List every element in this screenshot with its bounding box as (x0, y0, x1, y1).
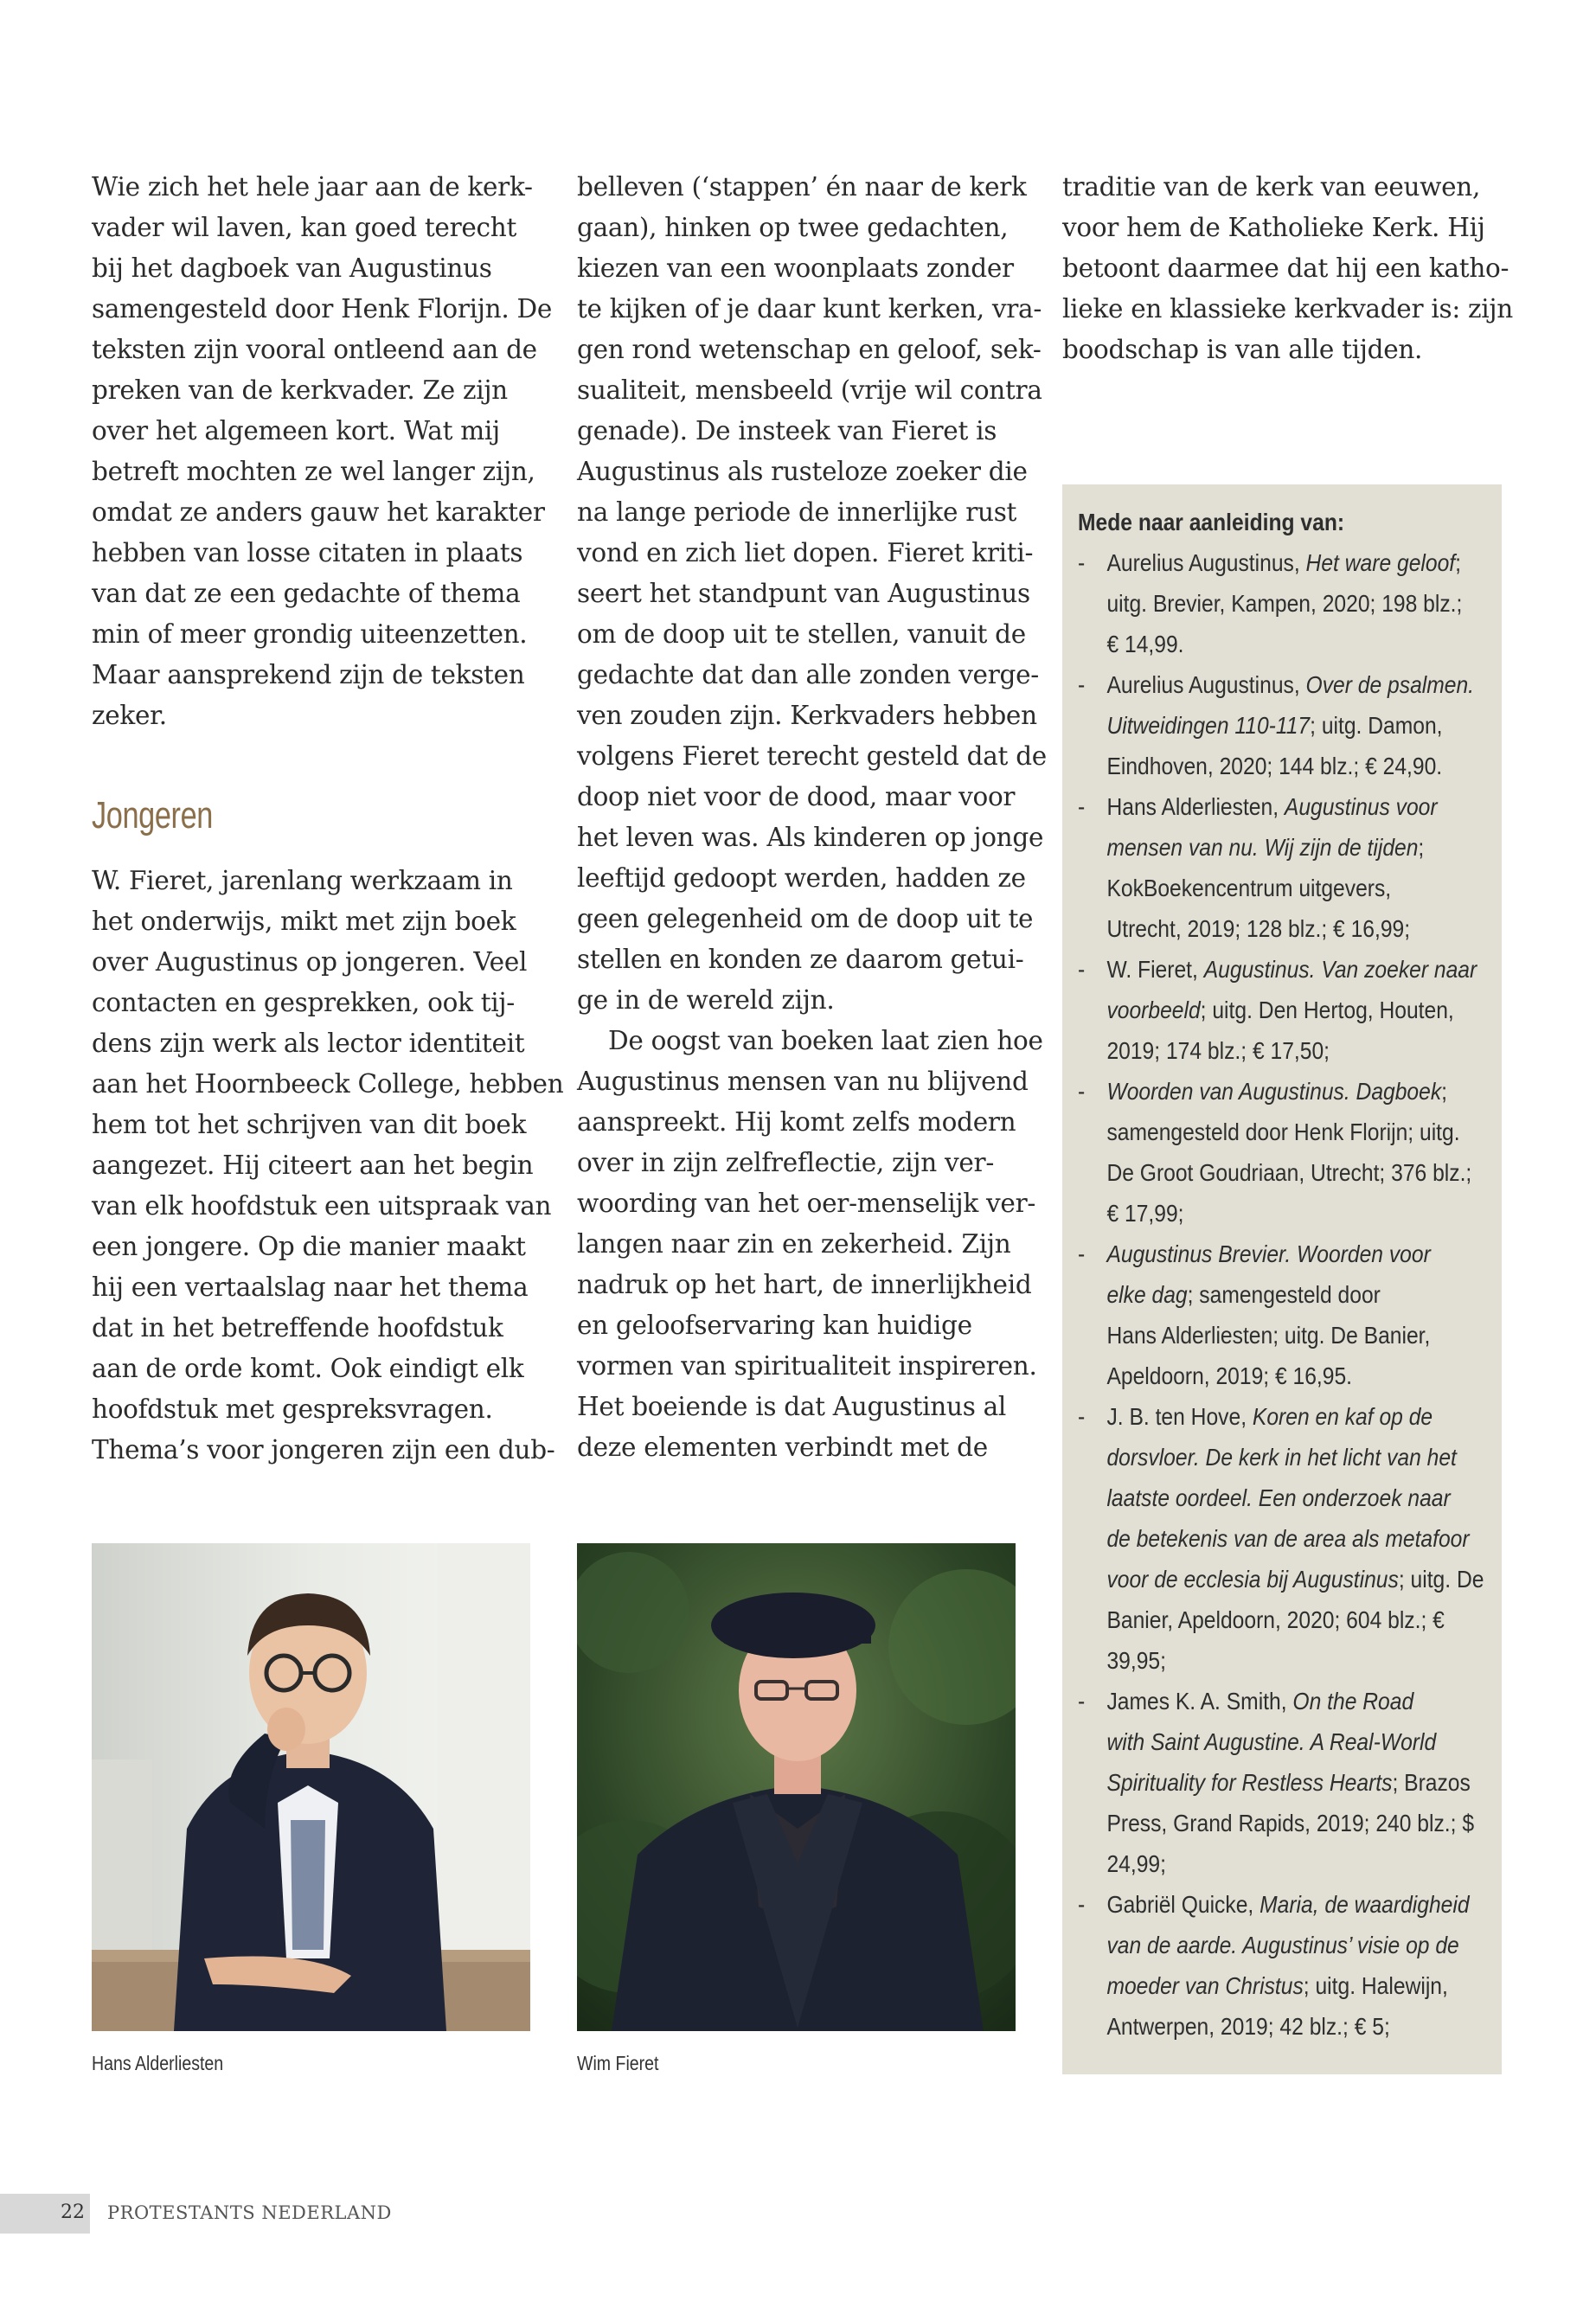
list-dash: - (1078, 549, 1086, 576)
book-title-text: van de aarde. Augustinus’ visie op de (1106, 1932, 1459, 1958)
reference-line (1106, 1803, 1489, 1843)
reference-line (1106, 1599, 1489, 1640)
reference-text: J. B. ten Hove, (1106, 1403, 1253, 1430)
reference-line (1106, 1152, 1489, 1193)
text-line: Thema’s voor jongeren zijn een dub- (92, 1435, 555, 1465)
text-line: Wie zich het hele jaar aan de kerk- (92, 172, 533, 202)
book-reference (1078, 1071, 1489, 1234)
text-line: betoont daarmee dat hij een katho- (1062, 253, 1509, 283)
text-line: preken van de kerkvader. Ze zijn (92, 375, 508, 405)
photo-caption-1: Hans Alderliesten (92, 2052, 224, 2074)
reference-line (1106, 1112, 1489, 1152)
text-line: samengesteld door Henk Florijn. De (92, 294, 552, 324)
reference-line (1106, 1721, 1489, 1762)
reference-text: ; (1455, 549, 1461, 576)
reference-text: Press, Grand Rapids, 2019; 240 blz.; $ (1106, 1810, 1475, 1836)
text-line: hebben van losse citaten in plaats (92, 538, 523, 567)
reference-text: ; Brazos (1392, 1769, 1471, 1796)
text-line: dat in het betreffende hoofdstuk (92, 1313, 503, 1343)
book-title-text: Woorden van Augustinus. Dagboek (1106, 1078, 1442, 1105)
list-dash: - (1078, 956, 1086, 983)
text-line: om de doop uit te stellen, vanuit de (577, 619, 1026, 649)
text-line: een jongere. Op die manier maakt (92, 1232, 526, 1261)
book-reference (1078, 949, 1489, 1071)
reference-line (1106, 1518, 1489, 1559)
text-line: teksten zijn vooral ontleend aan de (92, 335, 537, 364)
book-reference (1078, 1396, 1489, 1681)
text-line: betreft mochten ze wel langer zijn, (92, 457, 535, 486)
reference-text: samengesteld door Henk Florijn; uitg. (1106, 1118, 1460, 1145)
reference-line (1106, 1234, 1489, 1274)
reference-text: Hans Alderliesten, (1106, 793, 1285, 820)
reference-line (1106, 705, 1489, 746)
reference-text: Aurelius Augustinus, (1106, 549, 1306, 576)
text-line: contacten en gesprekken, ook tij- (92, 988, 515, 1017)
reference-line (1106, 1762, 1489, 1803)
photo-wim-fieret (577, 1543, 1016, 2031)
book-title-text: laatste oordeel. Een onderzoek naar (1106, 1484, 1451, 1511)
book-reference (1078, 1234, 1489, 1396)
text-line: over het algemeen kort. Wat mij (92, 416, 500, 445)
book-title-text: Het ware geloof (1305, 549, 1456, 576)
reference-line (1106, 1640, 1489, 1681)
book-title-text: moeder van Christus (1106, 1972, 1304, 1999)
text-line: stellen en konden ze daarom getui- (577, 945, 1024, 974)
text-line: van dat ze een gedachte of thema (92, 579, 521, 608)
text-line: deze elementen verbindt met de (577, 1433, 988, 1462)
reference-line (1106, 624, 1489, 664)
text-line: hij een vertaalslag naar het thema (92, 1272, 529, 1302)
text-line: aan het Hoornbeeck College, hebben (92, 1069, 564, 1099)
text-line: langen naar zin en zekerheid. Zijn (577, 1229, 1011, 1259)
book-title-text: mensen van nu. Wij zijn de tijden (1106, 834, 1419, 861)
reference-text: Utrecht, 2019; 128 blz.; € 16,99; (1106, 915, 1411, 942)
text-line: en geloofservaring kan huidige (577, 1311, 972, 1340)
reference-text: ; (1418, 834, 1425, 861)
text-line: ge in de wereld zijn. (577, 985, 835, 1015)
article-column-1-continued (92, 861, 564, 1471)
reference-line (1106, 1315, 1489, 1356)
reference-line (1106, 1884, 1489, 1925)
text-line: genade). De insteek van Fieret is (577, 416, 997, 445)
text-line: doop niet voor de dood, maar voor (577, 782, 1016, 811)
reference-text: ; uitg. Halewijn, (1303, 1972, 1448, 1999)
text-line: volgens Fieret terecht gesteld dat de (577, 741, 1047, 771)
reference-text: KokBoekencentrum uitgevers, (1106, 875, 1392, 901)
text-line: belleven (‘stappen’ én naar de kerk (577, 172, 1027, 202)
text-line: woording van het oer-menselijk ver- (577, 1189, 1036, 1218)
text-line: traditie van de kerk van eeuwen, (1062, 172, 1481, 202)
book-title-text: Over de psalmen. (1305, 671, 1475, 698)
book-title-text: voor de ecclesia bij Augustinus (1106, 1566, 1399, 1593)
book-title-text: Uitweidingen 110-117 (1106, 712, 1311, 739)
reference-line (1106, 1030, 1489, 1071)
reference-text: Apeldoorn, 2019; € 16,95. (1106, 1362, 1353, 1389)
article-column-2 (577, 167, 1047, 1468)
text-line: hoofdstuk met gespreksvragen. (92, 1394, 493, 1424)
text-line: over Augustinus op jongeren. Veel (92, 947, 528, 977)
reference-text: Banier, Apeldoorn, 2020; 604 blz.; € (1106, 1606, 1445, 1633)
book-reference (1078, 786, 1489, 949)
book-title-text: Koren en kaf op de (1252, 1403, 1433, 1430)
text-line: leeftijd gedoopt werden, hadden ze (577, 863, 1026, 893)
text-line: dens zijn werk als lector identiteit (92, 1029, 525, 1058)
book-title-text: with Saint Augustine. A Real-World (1106, 1728, 1437, 1755)
text-line: sualiteit, mensbeeld (vrije wil contra (577, 375, 1042, 405)
book-reference (1078, 664, 1489, 786)
book-title-text: de betekenis van de area als metafoor (1106, 1525, 1470, 1552)
reference-line (1106, 827, 1489, 868)
text-line: Augustinus als rusteloze zoeker die (577, 457, 1028, 486)
reference-line (1106, 1396, 1489, 1437)
reference-line (1106, 949, 1489, 990)
reference-line (1106, 908, 1489, 949)
text-line: na lange periode de innerlijke rust (577, 497, 1017, 527)
book-title-text: Augustinus. Van zoeker naar (1203, 956, 1477, 983)
text-line: over in zijn zelfreflectie, zijn ver- (577, 1148, 995, 1177)
book-title-text: voorbeeld (1106, 997, 1201, 1023)
text-line: gen rond wetenschap en geloof, sek- (577, 335, 1042, 364)
reference-line (1106, 1071, 1489, 1112)
reference-line (1106, 1559, 1489, 1599)
text-line: vormen van spiritualiteit inspireren. (577, 1351, 1037, 1381)
book-title-text: dorsvloer. De kerk in het licht van het (1106, 1444, 1457, 1471)
reference-line (1106, 664, 1489, 705)
reference-text: James K. A. Smith, (1106, 1688, 1293, 1715)
reference-line (1106, 1681, 1489, 1721)
list-dash: - (1078, 671, 1086, 698)
reference-line (1106, 542, 1489, 583)
reference-text: 24,99; (1106, 1850, 1166, 1877)
text-line: boodschap is van alle tijden. (1062, 335, 1423, 364)
text-line: De oogst van boeken laat zien hoe (608, 1026, 1043, 1055)
reference-text: De Groot Goudriaan, Utrecht; 376 blz.; (1106, 1159, 1472, 1186)
reference-text: Aurelius Augustinus, (1106, 671, 1306, 698)
reference-line (1106, 1965, 1489, 2006)
book-title-text: Augustinus Brevier. Woorden voor (1106, 1240, 1431, 1267)
text-line: vond en zich liet dopen. Fieret kriti- (577, 538, 1034, 567)
reference-text: ; uitg. Damon, (1310, 712, 1443, 739)
photo-caption-2: Wim Fieret (577, 2052, 659, 2074)
reference-line (1106, 868, 1489, 908)
reference-text: 39,95; (1106, 1647, 1166, 1674)
text-line: hem tot het schrijven van dit boek (92, 1110, 527, 1139)
reference-line (1106, 2006, 1489, 2047)
text-line: W. Fieret, jarenlang werkzaam in (92, 866, 513, 895)
reference-text: ; uitg. Den Hertog, Houten, (1200, 997, 1454, 1023)
reference-text: Antwerpen, 2019; 42 blz.; € 5; (1106, 2013, 1390, 2040)
text-line: lieke en klassieke kerkvader is: zijn (1062, 294, 1513, 324)
book-title-text: Maria, de waardigheid (1259, 1891, 1470, 1918)
text-line: geen gelegenheid om de doop uit te (577, 904, 1034, 933)
reference-text: Eindhoven, 2020; 144 blz.; € 24,90. (1106, 753, 1443, 779)
reference-line (1106, 1477, 1489, 1518)
text-line: vader wil laven, kan goed terecht (92, 213, 517, 242)
reference-line (1106, 1925, 1489, 1965)
text-line: aangezet. Hij citeert aan het begin (92, 1150, 534, 1180)
reference-text: Hans Alderliesten; uitg. De Banier, (1106, 1322, 1431, 1349)
reference-line (1106, 786, 1489, 827)
text-line: van elk hoofdstuk een uitspraak van (92, 1191, 552, 1221)
text-line: zeker. (92, 701, 167, 730)
reference-text: W. Fieret, (1106, 956, 1204, 983)
photo-hans-alderliesten (92, 1543, 530, 2031)
text-line: nadruk op het hart, de innerlijkheid (577, 1270, 1032, 1299)
book-title-text: elke dag (1106, 1281, 1188, 1308)
text-line: gedachte dat dan alle zonden verge- (577, 660, 1039, 689)
list-dash: - (1078, 1078, 1086, 1105)
text-line: Augustinus mensen van nu blijvend (577, 1067, 1029, 1096)
reference-text: ; samengesteld door (1187, 1281, 1381, 1308)
list-dash: - (1078, 1688, 1086, 1715)
page-number: 22 (61, 2202, 85, 2223)
text-line: min of meer grondig uiteenzetten. (92, 619, 528, 649)
text-line: seert het standpunt van Augustinus (577, 579, 1030, 608)
text-line: ven zouden zijn. Kerkvaders hebben (577, 701, 1037, 730)
reference-text: ; (1441, 1078, 1448, 1105)
article-column-3 (1062, 167, 1513, 370)
text-line: te kijken of je daar kunt kerken, vra- (577, 294, 1042, 324)
article-column-1 (92, 167, 552, 736)
reference-text: Gabriël Quicke, (1106, 1891, 1260, 1918)
book-title-text: Augustinus voor (1284, 793, 1438, 820)
reference-line (1106, 990, 1489, 1030)
reference-line (1106, 1437, 1489, 1477)
reference-line (1106, 1274, 1489, 1315)
reference-line (1106, 1193, 1489, 1234)
book-reference (1078, 1681, 1489, 1884)
sidebar-title: Mede naar aanleiding van: (1078, 509, 1345, 535)
text-line: Het boeiende is dat Augustinus al (577, 1392, 1007, 1421)
reference-line (1106, 746, 1489, 786)
section-heading: Jongeren (92, 794, 213, 836)
text-line: Maar aansprekend zijn de teksten (92, 660, 525, 689)
text-line: aanspreekt. Hij komt zelfs modern (577, 1107, 1016, 1137)
text-line: het leven was. Als kinderen op jonge (577, 823, 1044, 852)
reference-line (1106, 583, 1489, 624)
list-dash: - (1078, 793, 1086, 820)
list-dash: - (1078, 1403, 1086, 1430)
reference-line (1106, 1843, 1489, 1884)
text-line: voor hem de Katholieke Kerk. Hij (1062, 213, 1485, 242)
text-line: kiezen van een woonplaats zonder (577, 253, 1014, 283)
reference-text: ; uitg. De (1398, 1566, 1484, 1593)
text-line: aan de orde komt. Ook eindigt elk (92, 1354, 524, 1383)
reference-text: € 14,99. (1106, 631, 1184, 657)
book-title-text: On the Road (1292, 1688, 1414, 1715)
text-line: gaan), hinken op twee gedachten, (577, 213, 1009, 242)
reference-text: uitg. Brevier, Kampen, 2020; 198 blz.; (1106, 590, 1463, 617)
text-line: omdat ze anders gauw het karakter (92, 497, 545, 527)
reference-text: 2019; 174 blz.; € 17,50; (1106, 1037, 1330, 1064)
reference-line (1106, 1356, 1489, 1396)
list-dash: - (1078, 1240, 1086, 1267)
book-list-sidebar (1062, 484, 1502, 2074)
text-line: het onderwijs, mikt met zijn boek (92, 907, 516, 936)
list-dash: - (1078, 1891, 1086, 1918)
reference-text: € 17,99; (1106, 1200, 1184, 1227)
publication-title: PROTESTANTS NEDERLAND (107, 2202, 392, 2223)
book-reference (1078, 1884, 1489, 2047)
book-reference (1078, 542, 1489, 664)
book-title-text: Spirituality for Restless Hearts (1106, 1769, 1393, 1796)
text-line: bij het dagboek van Augustinus (92, 253, 492, 283)
